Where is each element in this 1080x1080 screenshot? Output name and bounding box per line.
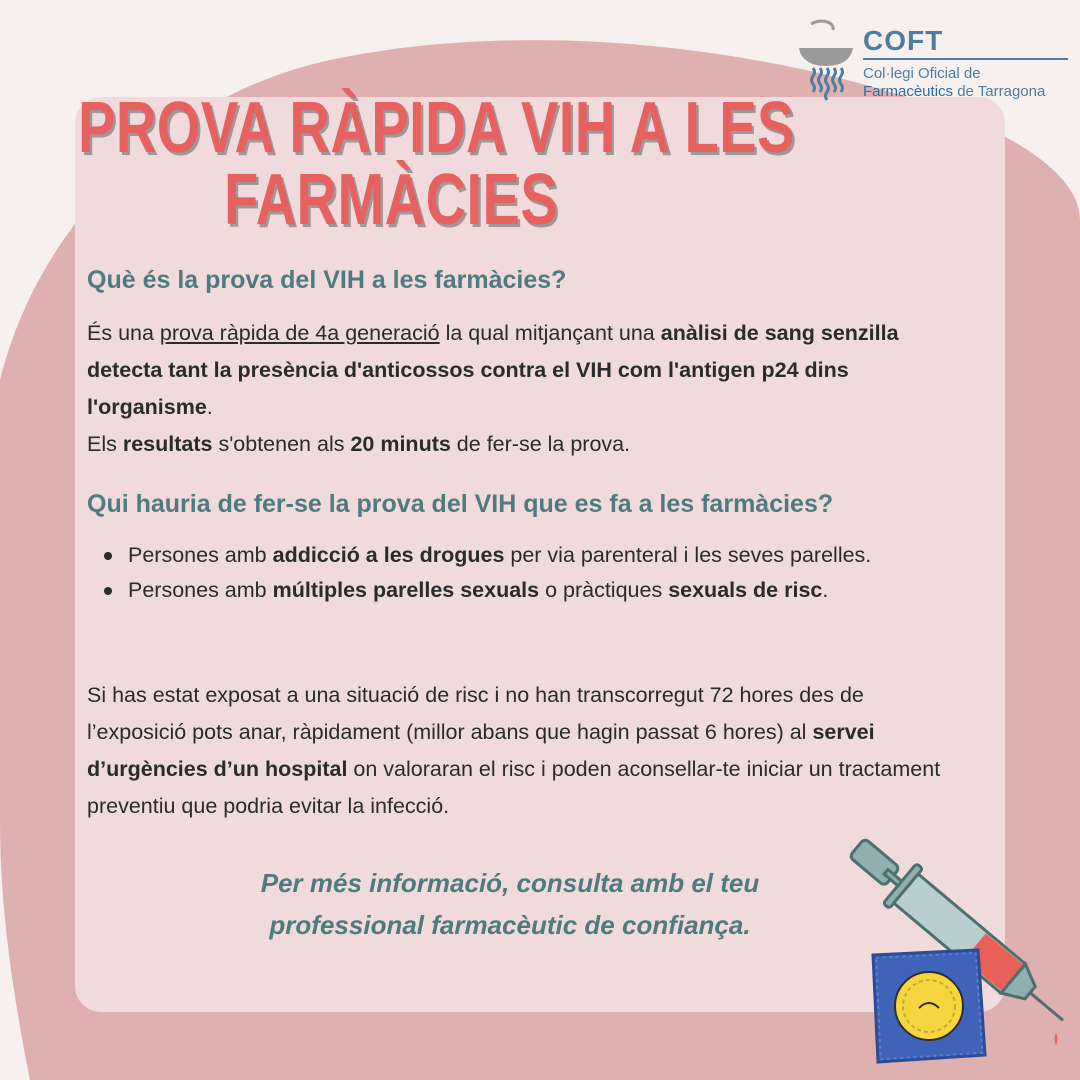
illustration (830, 830, 1080, 1080)
caduceus-cup-icon (795, 18, 857, 108)
section-3-paragraph: Si has estat exposat a una situació de risc i no han transcorregut 72 hores des de l’exposició pots anar, ràpidament (millor abans que hagin passat 6 hores) al servei d’urgències d’un hospital on valoraran el risc i poden aconsellar-te iniciar un tractament preventiu que podria evitar la infecció. (87, 683, 941, 818)
coft-logo (795, 18, 1075, 108)
logo-divider (863, 58, 1068, 60)
section-1-paragraph: És una prova ràpida de 4a generació la qual mitjançant una anàlisi de sang senzilla detecta tant la presència d'anticossos contra el VIH com l'antigen p24 dins l'organisme. Els resultats s'obtenen als 20 minuts de fer-se la prova. (87, 321, 899, 456)
section-1-heading: Què és la prova del VIH a les farmàcies? (87, 266, 567, 294)
risk-groups-list (87, 538, 947, 608)
condom-packet-icon (873, 950, 985, 1062)
list-item: Persones amb múltiples parelles sexuals o pràctiques sexuals de risc. (87, 573, 947, 608)
page-title-line-1: PROVA RÀPIDA VIH A LES (78, 88, 795, 168)
logo-name: COFT (863, 25, 944, 56)
section-2-heading: Qui hauria de fer-se la prova del VIH que es fa a les farmàcies? (87, 490, 834, 518)
list-item: Persones amb addicció a les drogues per via parenteral i les seves parelles. (87, 538, 947, 573)
page-title-line-2: FARMÀCIES (224, 160, 559, 240)
logo-line-2: Farmacèutics de Tarragona (863, 83, 1046, 100)
logo-line-1: Col·legi Oficial de (863, 65, 981, 82)
closing-message: Per més informació, consulta amb el teu professional farmacèutic de confiança. (260, 868, 760, 940)
